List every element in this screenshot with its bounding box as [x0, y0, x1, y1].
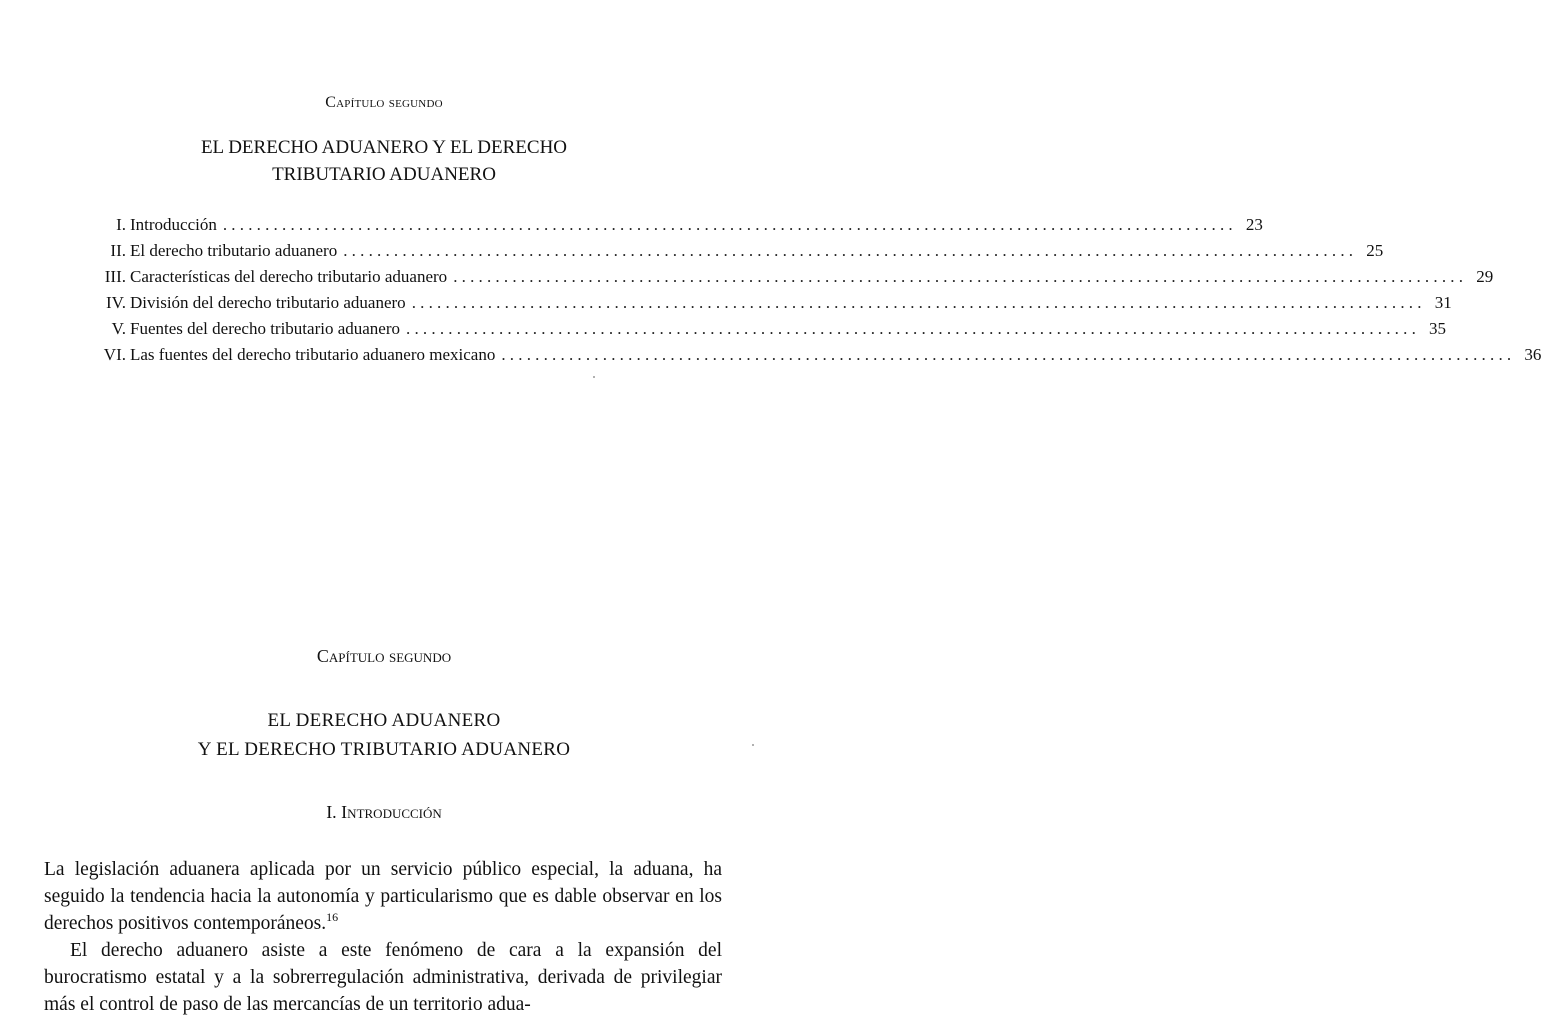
toc-entry	[82, 238, 1384, 264]
toc-entry-page: 31	[1434, 293, 1452, 312]
footnote-reference[interactable]: 16	[326, 910, 339, 924]
toc-entry-number: II.	[110, 241, 126, 260]
chapter-label: Capítulo segundo	[316, 646, 452, 666]
toc-entry-page: 36	[1524, 345, 1541, 364]
toc-leader-dots: ........................................................................................................................	[343, 241, 1358, 260]
toc-entry-page: 29	[1476, 267, 1494, 286]
toc-entry	[82, 264, 1494, 290]
section-heading: I. Introducción	[326, 802, 442, 822]
toc-chapter-label: Capítulo segundo	[325, 94, 443, 111]
toc-entry-page: 25	[1366, 241, 1384, 260]
toc-leader-dots: ........................................................................................................................	[453, 267, 1468, 286]
toc-entry	[82, 316, 1447, 342]
paragraph-1-text: La legislación aduanera aplicada por un servicio público especial, la aduana, ha seguido la tendencia hacia la autonomía y particularismo que es dable observar en los derechos positivos contemporáneos.	[44, 859, 722, 934]
scan-speck	[752, 744, 754, 746]
toc-entry-label: División del derecho tributario aduanero	[130, 293, 406, 312]
toc-entry-number: V.	[111, 319, 126, 338]
toc-entry-label: Fuentes del derecho tributario aduanero	[130, 319, 401, 338]
paragraph-2: El derecho aduanero asiste a este fenómeno de cara a la expansión del burocratismo estatal y a la sobrerregulación administrativa, derivada de privilegiar más el control de paso de las mercancías de un territorio adua-	[44, 940, 722, 1015]
toc-entry-number: I.	[116, 215, 126, 234]
toc-entry	[82, 290, 1452, 316]
table-of-contents	[82, 212, 1541, 368]
chapter-title	[0, 706, 768, 764]
body-text	[44, 856, 722, 1018]
paragraph-1	[44, 856, 722, 937]
chapter-title-line-2: Y EL DERECHO TRIBUTARIO ADUANERO	[197, 739, 571, 760]
toc-entry-number: IV.	[106, 293, 126, 312]
toc-entry-number: VI.	[103, 345, 126, 364]
toc-entry-number: III.	[104, 267, 126, 286]
toc-entry	[82, 212, 1263, 238]
toc-entry-page: 35	[1429, 319, 1447, 338]
toc-leader-dots: ........................................................................................................................	[411, 293, 1426, 312]
toc-entry-label: Introducción	[130, 215, 217, 234]
toc-leader-dots: ........................................................................................................................	[222, 215, 1237, 234]
toc-entry-page: 23	[1245, 215, 1263, 234]
toc-title-line-1: EL DERECHO ADUANERO Y EL DERECHO	[200, 137, 568, 158]
toc-entry	[82, 342, 1541, 368]
toc-entry-label: El derecho tributario aduanero	[130, 241, 338, 260]
toc-leader-dots: ........................................................................................................................	[501, 345, 1516, 364]
scan-speck	[593, 376, 595, 378]
toc-title-line-2: TRIBUTARIO ADUANERO	[272, 164, 496, 185]
toc-entry-label: Las fuentes del derecho tributario aduanero mexicano	[130, 345, 496, 364]
toc-chapter-title	[0, 134, 768, 188]
toc-entry-label: Características del derecho tributario aduanero	[130, 267, 448, 286]
chapter-title-line-1: EL DERECHO ADUANERO	[267, 710, 501, 731]
toc-leader-dots: ........................................................................................................................	[406, 319, 1421, 338]
